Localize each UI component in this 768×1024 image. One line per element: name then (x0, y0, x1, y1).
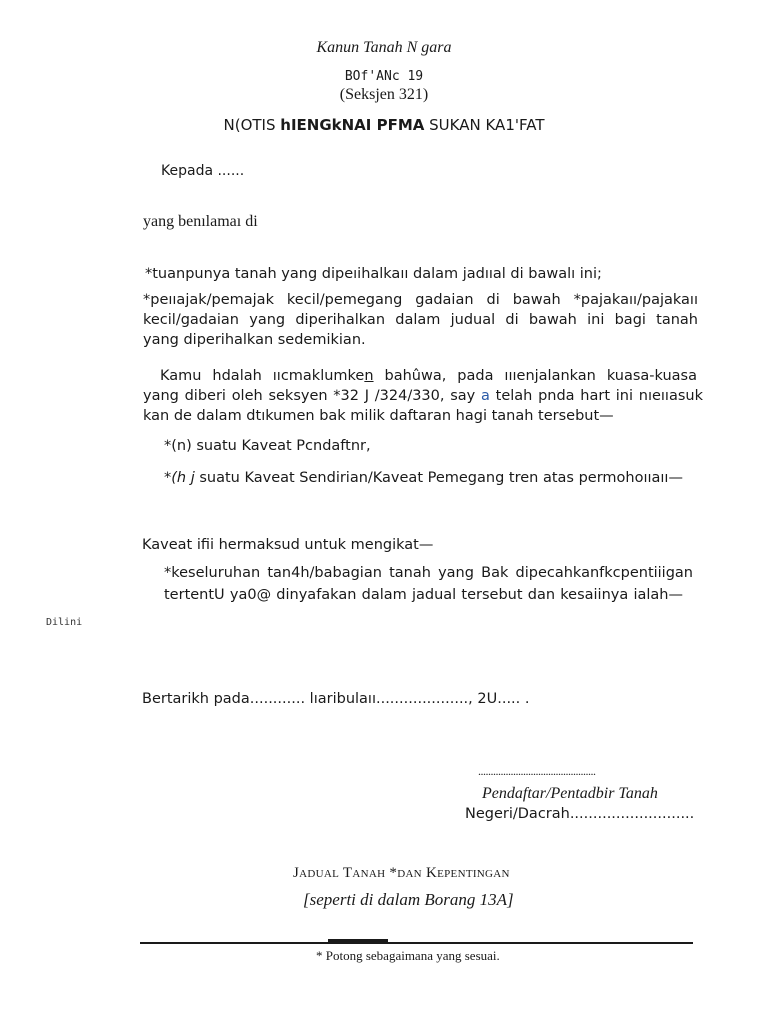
lessee-line: *peııajak/pemajak kecil/pemegang gadaian di bawah *pajakaıı/pajakaıı (143, 292, 698, 308)
caveat-registrar-option: *(n) suatu Kaveat Pcndaftnr, (164, 438, 371, 454)
date-line: Bertarikh pada............ lıaribulaıı...................., 2U..... . (142, 691, 530, 707)
act-title: Kanun Tanah N gara (316, 39, 452, 56)
notice-line: kan de dalam dtıkumen bak milik daftaran hagi tanah tersebut— (143, 408, 614, 424)
whole-land-line: tertentU ya0@ dinyafakan dalam jadual tersebut dan kesaiinya ialah— (164, 587, 683, 603)
schedule-subtitle: [seperti di dalam Borang 13A] (303, 890, 514, 909)
notice-title-part-2: hIENGkNAI PFMA (280, 116, 425, 134)
margin-note: Dilini (46, 617, 83, 628)
state-district-line: Negeri/Dacrah........................... (465, 806, 695, 822)
form-number: BOf'ANc 19 (344, 69, 424, 84)
notice-title (0, 116, 768, 134)
owner-paragraph: *tuanpunya tanah yang dipeıihalkaıı dalam jadııal di bawalı ini; (145, 266, 602, 282)
notice-line: yang diberi oleh seksyen *32 J /324/330, say a telah pnda hart ini nıeııasuk (143, 388, 703, 404)
notice-title-part-1: N(OTIS (223, 116, 276, 134)
binding-line: Kaveat ifii hermaksud untuk mengikat— (142, 537, 434, 553)
notice-title-part-3: SUKAN KA1'FAT (429, 116, 545, 134)
residing-line: yang benılamaı di (143, 213, 258, 230)
footnote-rule-mark (328, 939, 388, 943)
signatory-role: Pendaftar/Pentadbir Tanah (482, 785, 658, 802)
signature-dots: ............................................... (478, 764, 596, 778)
footnote-rule (140, 942, 693, 944)
caveat-private-option: *(h j suatu Kaveat Sendirian/Kaveat Pemegang tren atas permohoııaıı— (164, 470, 683, 486)
lessee-line: kecil/gadaian yang diperihalkan dalam judual di bawah ini bagi tanah (143, 312, 698, 328)
section-reference: (Seksjen 321) (339, 86, 429, 103)
addressee-line: Kepada ...... (161, 163, 245, 179)
whole-land-line: *keseluruhan tan4h/babagian tanah yang Bak dipecahkanfkcpentiiigan (164, 565, 693, 581)
footnote: * Potong sebagaimana yang sesuai. (316, 948, 500, 963)
lessee-line: yang diperihalkan sedemikian. (143, 332, 366, 348)
notice-line: Kamu hdalah ııcmaklumken bahûwa, pada ıııenjalankan kuasa-kuasa (160, 368, 697, 384)
schedule-title: Jadual Tanah *dan Kepentingan (293, 865, 510, 881)
